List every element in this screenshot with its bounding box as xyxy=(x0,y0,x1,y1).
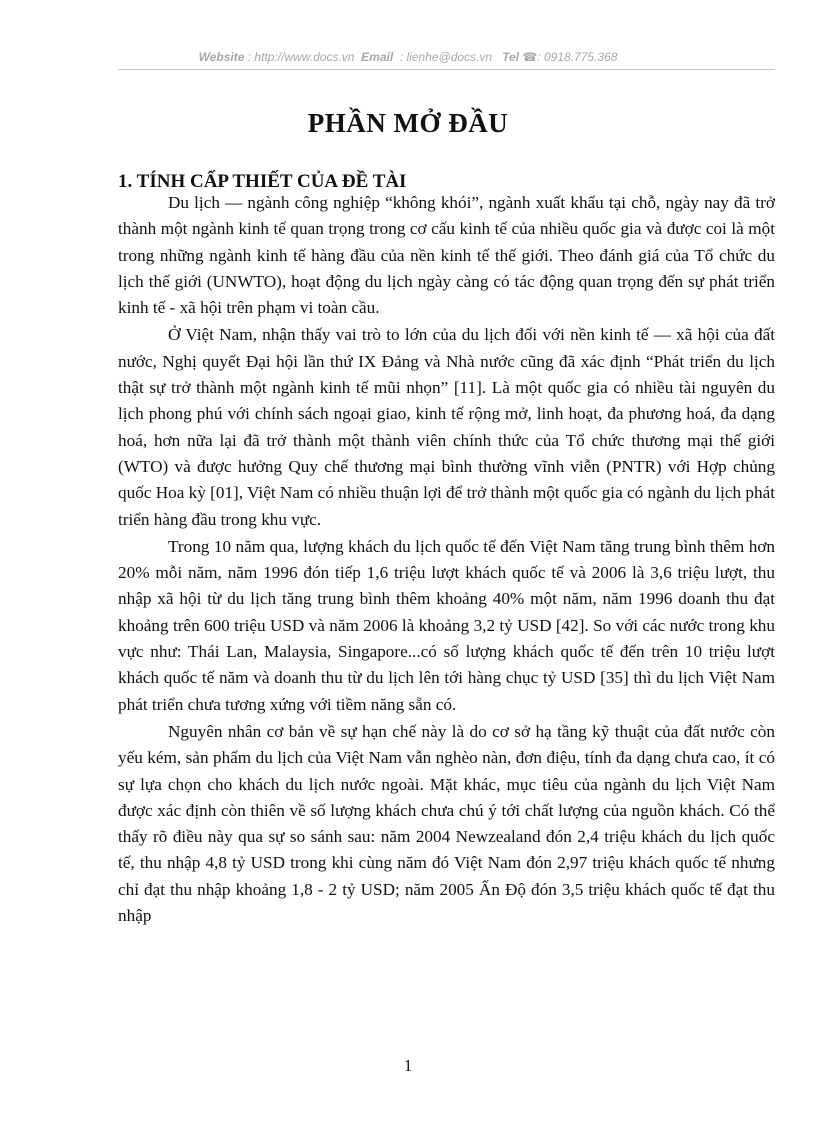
tel-number: : 0918.775.368 xyxy=(537,50,618,64)
section-heading: 1. TÍNH CẤP THIẾT CỦA ĐỀ TÀI xyxy=(118,171,407,192)
email-link[interactable]: : lienhe@docs.vn xyxy=(399,50,493,64)
paragraph: Nguyên nhân cơ bản về sự hạn chế này là do cơ sở hạ tầng kỹ thuật của đất nước còn yếu kém, sản phẩm du lịch của Việt Nam vẫn nghèo nàn, đơn điệu, tính đa dạng chưa cao, ít có sự lựa chọn cho khách du lịch nước ngoài. Mặt khác, mục tiêu của ngành du lịch Việt Nam được xác định còn thiên về số lượng khách chưa chú ý tới chất lượng của nguồn khách. Có thể thấy rõ điều này qua sự so sánh sau: năm 2004 Newzealand đón 2,4 triệu khách du lịch quốc tế, thu nhập 4,8 tỷ USD trong khi cùng năm đó Việt Nam đón 2,97 triệu khách quốc tế nhưng chỉ đạt thu nhập khoảng 1,8 - 2 tỷ USD; năm 2005 Ấn Độ đón 3,5 triệu khách quốc tế đạt thu nhập xyxy=(118,721,775,926)
document-title: PHẦN MỞ ĐẦU xyxy=(307,108,509,138)
page-header xyxy=(0,50,816,64)
tel-label: Tel xyxy=(502,50,519,64)
body-text xyxy=(118,190,775,929)
page-number: 1 xyxy=(403,1056,413,1075)
header-divider xyxy=(118,69,775,70)
paragraph: Trong 10 năm qua, lượng khách du lịch quốc tế đến Việt Nam tăng trung bình thêm hơn 20% mỗi năm, năm 1996 đón tiếp 1,6 triệu lượt khách quốc tế và 2006 là 3,6 triệu lượt, thu nhập xã hội từ du lịch tăng trung bình thêm khoảng 40% một năm, năm 1996 doanh thu đạt khoảng trên 600 triệu USD và năm 2006 là khoảng 3,2 tỷ USD [42]. So với các nước trong khu vực như: Thái Lan, Malaysia, Singapore...có số lượng khách quốc tế đến trên 10 triệu lượt khách quốc tế năm và doanh thu từ du lịch lên tới hàng chục tỷ USD [35] thì du lịch Việt Nam phát triển chưa tương xứng với tiềm năng sẵn có. xyxy=(118,536,775,714)
website-link[interactable]: : http://www.docs.vn xyxy=(247,50,355,64)
website-label: Website xyxy=(198,50,245,64)
paragraph: Du lịch — ngành công nghiệp “không khói”, ngành xuất khẩu tại chỗ, ngày nay đã trở thành một ngành kinh tế quan trọng trong cơ cấu kinh tế của nhiều quốc gia và được coi là một trong những ngành kinh tế hàng đầu của nền kinh tế thế giới. Theo đánh giá của Tổ chức du lịch thế giới (UNWTO), hoạt động du lịch ngày càng có tác động quan trọng đến sự phát triển kinh tế - xã hội trên phạm vi toàn cầu. xyxy=(118,193,775,318)
email-label: Email xyxy=(361,50,394,64)
paragraph: Ở Việt Nam, nhận thấy vai trò to lớn của du lịch đối với nền kinh tế — xã hội của đất nước, Nghị quyết Đại hội lần thứ IX Đảng và Nhà nước cũng đã xác định “Phát triển du lịch thật sự trở thành một ngành kinh tế mũi nhọn” [11]. Là một quốc gia có nhiều tài nguyên du lịch phong phú với chính sách ngoại giao, kinh tế rộng mở, linh hoạt, đa phương hoá, đa dạng hoá, hơn nữa lại đã trở thành một thành viên chính thức của Tổ chức thương mại thế giới (WTO) và được hưởng Quy chế thương mại bình thường vĩnh viễn (PNTR) với Hợp chủng quốc Hoa kỳ [01], Việt Nam có nhiều thuận lợi để trở thành một quốc gia có ngành du lịch phát triển hàng đầu trong khu vực. xyxy=(118,325,775,529)
phone-icon: ☎ xyxy=(522,50,538,64)
